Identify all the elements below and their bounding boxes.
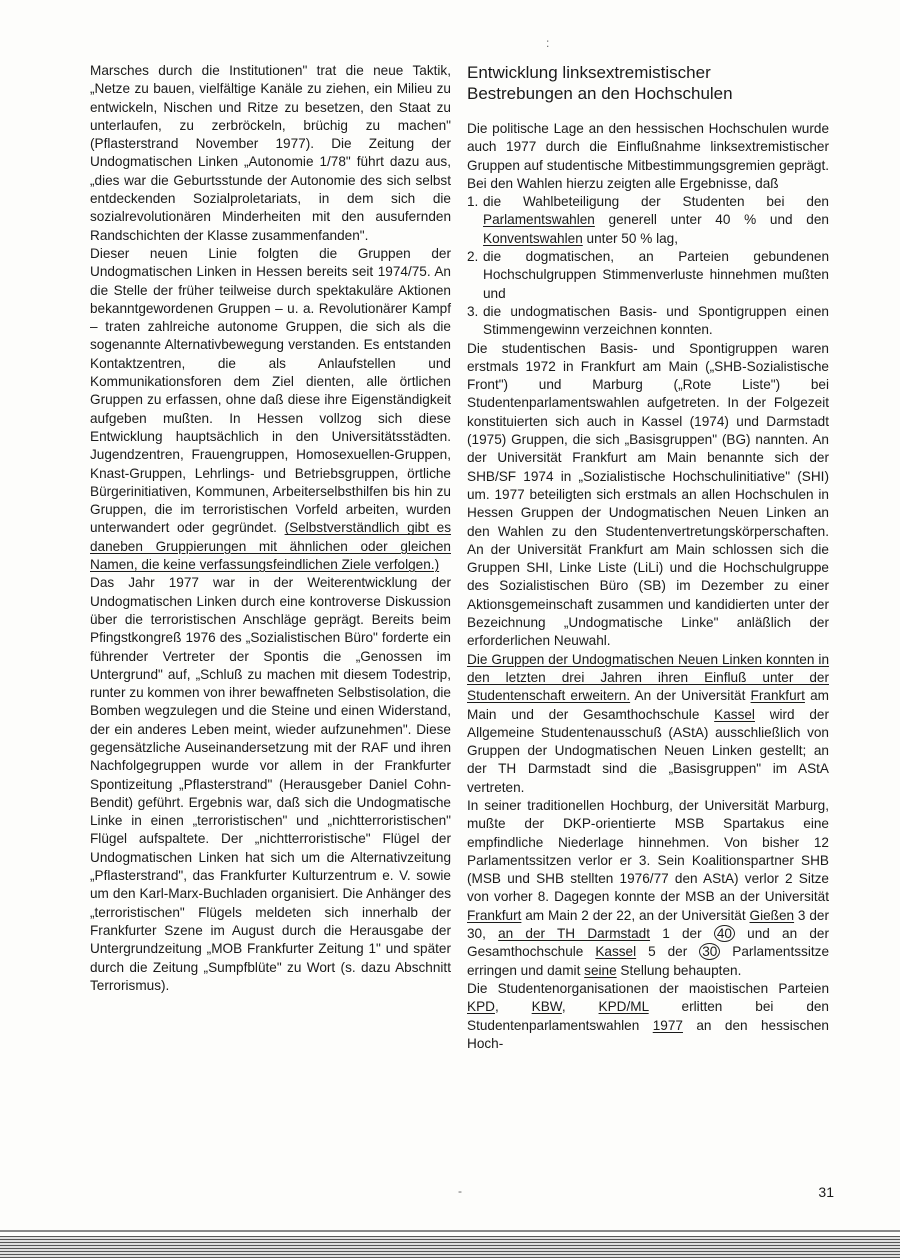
underlined-term: Konventswahlen <box>483 230 583 246</box>
list-item <box>467 193 829 248</box>
underlined-term: KPD/ML <box>598 999 649 1015</box>
results-list <box>467 193 829 339</box>
text-span: an den hessischen Hoch- <box>467 1017 829 1051</box>
text-span: Stellung behaupten. <box>616 962 742 978</box>
text-span: erlitten bei den Studentenparlamentswahlen <box>467 999 829 1033</box>
section-heading <box>467 62 829 104</box>
text-span: am Main 2 der 22, an der Universität <box>521 907 750 923</box>
text-span: 1 der <box>650 926 714 942</box>
scan-mark: - <box>458 1184 462 1198</box>
list-text: die undogmatischen Basis- und Spontigruppen einen Stimmengewinn verzeichnen konnten. <box>483 303 829 338</box>
underlined-term: KBW <box>531 999 562 1015</box>
paragraph-jahr-1977: Das Jahr 1977 war in der Weiterentwicklung der Undogmatischen Linken durch eine kontroverse Diskussion über die terroristischen Anschläge geprägt. Bereits beim Pfingstkongreß 1976 des „Sozialistischen Büro" forderte ein führender Vertreter der Spontis die „Genossen im Untergrund" auf, „Schluß zu machen mit diesem Todestrip, runter zu kommen von ihrer bewaffneten Selbstisolation, die Bomben wegzulegen und die Steine und einen Widerstand, der ein anderes Leben meint, wieder aufzunehmen". Diese gegensätzliche Auseinandersetzung mit der RAF und ihren Nachfolgegruppen wurde vor allem in der Frankfurter Spontizeitung „Pflasterstrand" (Herausgeber Daniel Cohn-Bendit) geführt. Ergebnis war, daß sich die Undogmatische Linke in einen „terroristischen" und „nichtterroristischen" Flügel aufspaltete. Der „nichtterroristische" Flügel der Undogmatischen Linken hat sich um die Alternativzeitung „Pflasterstrand", das Frankfurter Kulturzentrum e. V. sowie um den Karl-Marx-Buchladen organisiert. Die Anhänger des „terroristischen" Flügels meldeten sich innerhalb der Frankfurter Szene im August durch die Herausgabe der Untergrundzeitung „MOB Frankfurter Zeitung 1" und später durch die Zeitung „Sumpfblüte" zu Wort (s. dazu Abschnitt Terrorismus). <box>90 575 451 993</box>
list-text: die Wahlbeteiligung der Studenten bei den <box>483 194 829 210</box>
underlined-term: Frankfurt <box>750 688 805 704</box>
list-number: 1. <box>467 194 479 210</box>
paragraph-neue-linie <box>90 245 451 574</box>
list-text: generell unter 40 % und den <box>594 212 829 228</box>
text-span: am Main und der Gesamthochschule <box>467 688 829 722</box>
text-span: 5 der <box>636 944 700 960</box>
underlined-term: seine <box>584 962 617 978</box>
underlined-term: KPD <box>467 999 495 1015</box>
underlined-remark: (Selbstverständlich gibt es daneben Gruppierungen mit ähnlichen oder gleichen Namen, die keine verfassungsfeindlichen Ziele verfolgen.) <box>90 520 452 573</box>
list-number: 3. <box>467 303 479 319</box>
scan-border-noise <box>0 1236 900 1258</box>
heading-line-2: Bestrebungen an den Hochschulen <box>467 84 733 103</box>
paragraph-taktik: Marsches durch die Institutionen" trat die neue Taktik, „Netze zu bauen, vielfältige Kanäle zu ziehen, ein Milieu zu entwickeln, Nischen und Ritze zu besetzen, den Staat zu unterlaufen, zu zerbröckeln, brüchig zu machen" (Pflasterstrand November 1977). Die Zeitung der Undogmatischen Linken „Autonomie 1/78" führt dazu aus, „dies war die Geburtsstunde der Autonomie des sich selbst entdeckenden Sozialproletariats, in dem sich die sozialrevolutionären Minderheiten mit den ausufernden Randschichten der Klasse zusammenfanden". <box>90 63 451 243</box>
text-span: wird der Allgemeine Studentenausschuß (AStA) ausschließlich von Gruppen der Undogmatischen Neuen Linken gestellt; an der TH Darmstadt sind die „Basisgruppen" im AStA vertreten. <box>467 706 830 795</box>
list-text: unter 50 % lag, <box>582 230 678 246</box>
heading-line-1: Entwicklung linksextremistischer <box>467 63 711 82</box>
text-span: , <box>561 999 599 1015</box>
paragraph-maoisten <box>467 980 829 1053</box>
paragraph-marburg <box>467 797 829 980</box>
underlined-term: an der TH Darmstadt <box>498 926 651 942</box>
text-span: 3 der 30, <box>467 907 829 942</box>
page-number: 31 <box>818 1184 834 1200</box>
paragraph-intro: Die politische Lage an den hessischen Hochschulen wurde auch 1977 durch die Einflußnahme linksextremistischer Gruppen auf studentische Mitbestimmungsgremien geprägt. Bei den Wahlen hierzu zeigten alle Ergebnisse, daß <box>467 121 829 191</box>
underlined-term: Kassel <box>714 706 755 722</box>
text-span: Parlamentssitze erringen und damit <box>467 944 830 978</box>
underlined-term: Kassel <box>595 944 637 960</box>
scan-mark: : <box>546 36 550 50</box>
list-number: 2. <box>467 249 479 265</box>
underlined-term: Gießen <box>749 907 795 923</box>
underlined-sentence: Die Gruppen der Undogmatischen Neuen Linken konnten in den letzten drei Jahren ihren Einfluß unter der Studentenschaft erweitern. <box>467 651 829 704</box>
text-span: An der Universität <box>630 688 751 704</box>
underlined-term: Parlamentswahlen <box>483 212 595 228</box>
list-item <box>467 303 829 340</box>
circled-number: 30 <box>699 943 720 960</box>
text-span: , <box>494 999 532 1015</box>
text-span: Die Studentenorganisationen der maoistischen Parteien <box>467 980 829 996</box>
list-text: die dogmatischen, an Parteien gebundenen Hochschulgruppen Stimmenverluste hinnehmen mußten und <box>483 249 829 301</box>
text-span: In seiner traditionellen Hochburg, der Universität Marburg, mußte der DKP-orientierte MSB Spartakus eine empfindliche Niederlage hinnehmen. Von bisher 12 Parlamentssitzen verlor er 3. Sein Koalitionspartner SHB (MSB und SHB stellten 1976/77 den AStA) verlor 2 Sitze von vorher 8. Dagegen konnte der MSB an der Universität <box>467 797 829 905</box>
paragraph-neue-linie-text: Dieser neuen Linie folgten die Gruppen der Undogmatischen Linken in Hessen bereits seit 1974/75. An die Stelle der früher teilweise durch spektakuläre Aktionen bekanntgewordenen Gruppen – u. a. Revolutionärer Kampf – traten zahlreiche autonome Gruppen, die sich als die sogenannte Alternativbewegung verstanden. Es entstanden Kontaktzentren, die als Anlaufstellen und Kommunikationsforen dem Ziel dienten, alle örtlichen Gruppen zu erfassen, ohne daß diese ihre Eigenständigkeit aufgeben mußten. In Hessen vollzog sich diese Entwicklung hauptsächlich in den Universitätsstädten. Jugendzentren, Frauengruppen, Homosexuellen-Gruppen, Knast-Gruppen, Lehrlings- und Betriebsgruppen, örtliche Bürgerinitiativen, Kommunen, Arbeiterselbsthilfen bis hin zu Gruppen, die im terroristischen Vorfeld arbeiten, wurden unterwandert oder gegründet. <box>90 245 451 536</box>
paragraph-einfluss <box>467 651 829 797</box>
text-span: und an der Gesamthochschule <box>467 926 829 960</box>
scan-border-line <box>0 1230 900 1232</box>
paragraph-basisgruppen: Die studentischen Basis- und Spontigruppen waren erstmals 1972 in Frankfurt am Main („SHB-Sozialistische Front") und Marburg („Rote Liste") bei Studentenparlamentswahlen aufgetreten. In der Folgezeit konstituierten sich auch in Kassel (1974) und Darmstadt (1975) Gruppen, die sich „Basisgruppen" (BG) nannten. An der Universität Frankfurt am Main benannte sich der SHB/SF 1974 in „Sozialistische Hochschulinitiative" (SHI) um. 1977 beteiligten sich erstmals an allen Hochschulen in Hessen Gruppen der Undogmatischen Neuen Linken an den Wahlen zu den Studentenvertretungskörperschaften. An der Universität Frankfurt am Main schlossen sich die Gruppen SHI, Linke Liste (LiLi) und die Hochschulgruppe des Sozialistischen Büro (SB) im Dezember zu einer Aktionsgemeinschaft zusammen und kandidierten unter der Bezeichnung „Undogmatische Linke" anläßlich der erforderlichen Neuwahl. <box>467 340 829 649</box>
underlined-term: Frankfurt <box>467 907 522 923</box>
right-column <box>467 120 829 1053</box>
circled-number: 40 <box>714 925 735 942</box>
underlined-term: 1977 <box>652 1017 683 1033</box>
left-column <box>90 62 451 995</box>
list-item <box>467 248 829 303</box>
